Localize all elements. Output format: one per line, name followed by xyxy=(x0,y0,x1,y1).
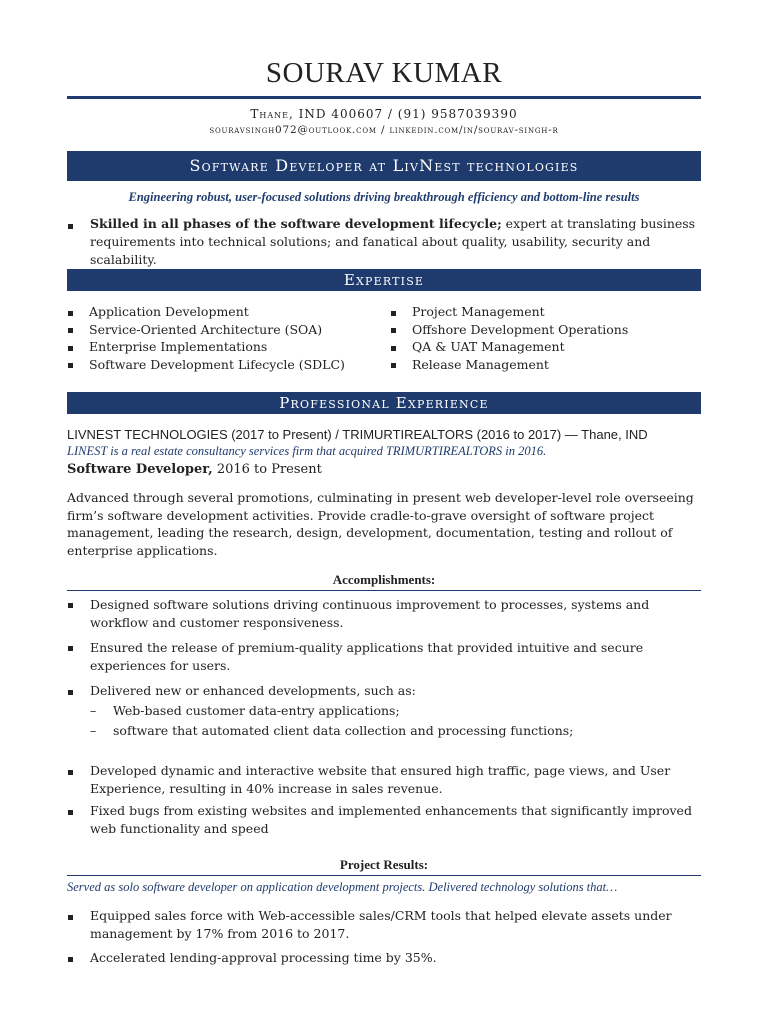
results-heading: Project Results: xyxy=(339,857,429,872)
bullet-icon xyxy=(68,646,73,651)
list-item: Release Management xyxy=(412,356,549,372)
accomplishments-heading: Accomplishments: xyxy=(332,572,436,587)
list-item: Ensured the release of premium-quality applications that provided intuitive and secure experiences for users. xyxy=(90,640,644,673)
list-item: Software Development Lifecycle (SDLC) xyxy=(89,356,345,372)
list-item: Developed dynamic and interactive website that ensured high traffic, page views, and User Experience, resulting in 40% increase in sales revenue. xyxy=(90,763,671,796)
bullet-icon xyxy=(391,328,396,333)
list-item: Enterprise Implementations xyxy=(89,339,268,354)
role-title: Software Developer, xyxy=(67,462,213,477)
bullet-icon xyxy=(68,690,73,695)
headline-tagline: Engineering robust, user-focused solutions driving breakthrough efficiency and bottom-line results xyxy=(128,190,640,204)
results-intro: Served as solo software developer on application development projects. Delivered technology solutions that… xyxy=(67,880,618,894)
role-line xyxy=(67,462,322,477)
expertise-left-list xyxy=(89,303,389,373)
list-item: Designed software solutions driving continuous improvement to processes, systems and workflow and customer responsiveness. xyxy=(90,597,650,630)
expertise-right-list xyxy=(412,303,702,373)
experience-banner: Professional Experience xyxy=(67,392,701,414)
candidate-name: SOURAV KUMAR xyxy=(265,57,503,89)
expertise-banner: Expertise xyxy=(67,269,701,291)
summary-rest: expert at translating business xyxy=(501,216,696,231)
sub-list-item: software that automated client data collection and processing functions; xyxy=(113,723,574,738)
list-item: Equipped sales force with Web-accessible sales/CRM tools that helped elevate assets under management by 17% from 2016 to 2017. xyxy=(90,908,672,941)
company-description: LINEST is a real estate consultancy services firm that acquired TRIMURTIREALTORS in 2016. xyxy=(67,444,547,458)
results-divider xyxy=(67,875,701,876)
sub-list-item: Web-based customer data-entry applications; xyxy=(113,703,400,718)
dash-icon: – xyxy=(90,723,97,738)
list-item: Application Development xyxy=(89,304,249,319)
list-item: Project Management xyxy=(412,304,545,319)
bullet-icon xyxy=(68,915,73,920)
headline-banner: Software Developer at LivNest technologies xyxy=(67,151,701,181)
list-item: QA & UAT Management xyxy=(412,339,565,354)
summary-line2: requirements into technical solutions; and fanatical about quality, usability, security and scalability. xyxy=(90,234,651,267)
bullet-icon xyxy=(68,770,73,775)
bullet-icon xyxy=(391,346,396,351)
bullet-icon xyxy=(68,810,73,815)
role-dates: 2016 to Present xyxy=(212,462,322,477)
list-item: Fixed bugs from existing websites and implemented enhancements that significantly improved web functionality and speed xyxy=(90,803,692,836)
list-item: Accelerated lending-approval processing time by 35%. xyxy=(90,950,437,965)
bullet-icon xyxy=(68,603,73,608)
bullet-icon xyxy=(68,311,73,316)
bullet-icon xyxy=(68,328,73,333)
bullet-icon xyxy=(68,957,73,962)
bullet-icon xyxy=(68,363,73,368)
header-divider xyxy=(67,96,701,99)
company-line: LIVNEST TECHNOLOGIES (2017 to Present) / TRIMURTIREALTORS (2016 to 2017) — Thane, IND xyxy=(67,427,648,442)
bullet-icon xyxy=(68,224,73,229)
summary xyxy=(90,215,700,269)
list-item: Service-Oriented Architecture (SOA) xyxy=(89,321,323,337)
list-item: Offshore Development Operations xyxy=(412,321,629,337)
bullet-icon xyxy=(68,346,73,351)
accomplishments-divider xyxy=(67,590,701,591)
bullet-icon xyxy=(391,311,396,316)
contact-email-linkedin: souravsingh072@outlook.com / linkedin.com/in/sourav-singh-r xyxy=(209,124,559,136)
dash-icon: – xyxy=(90,703,97,718)
list-item: Delivered new or enhanced developments, such as: xyxy=(90,683,416,698)
experience-summary: Advanced through several promotions, culminating in present web developer-level role overseeing firm’s software development activities. Provide cradle-to-grave oversight of software project management, leading the research, design, development, documentation, testing and rollout of enterprise applications. xyxy=(67,490,694,558)
summary-bold: Skilled in all phases of the software development lifecycle; xyxy=(90,216,502,231)
contact-location-phone: Thane, IND 400607 / (91) 9587039390 xyxy=(250,107,518,121)
bullet-icon xyxy=(391,363,396,368)
